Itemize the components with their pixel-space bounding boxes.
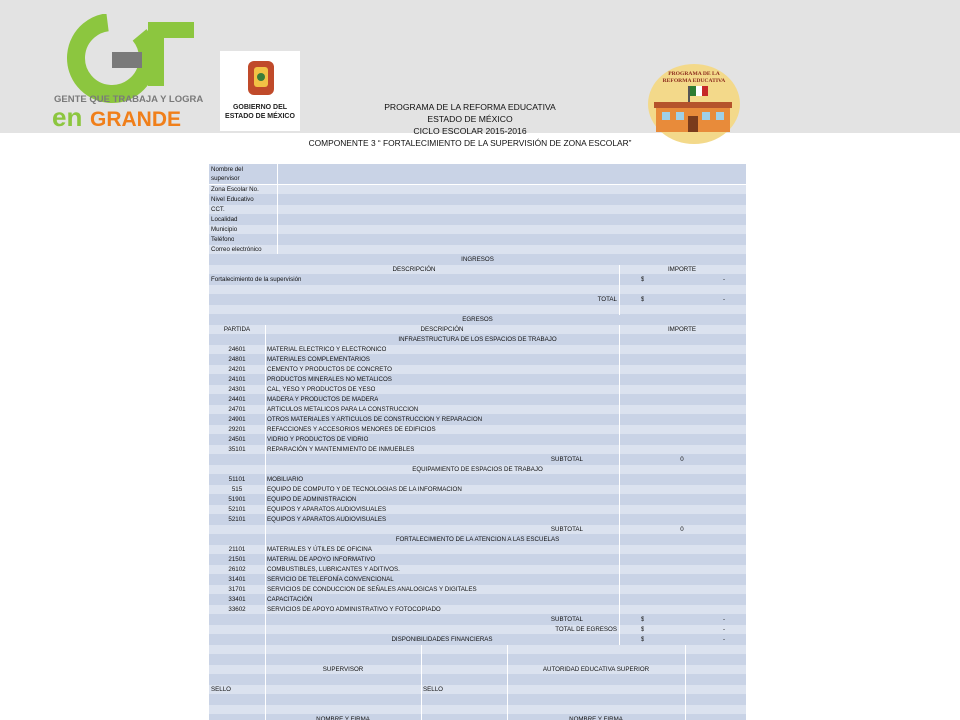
section-title: INFRAESTRUCTURA DE LOS ESPACIOS DE TRABAJO	[398, 336, 557, 343]
field-input[interactable]	[279, 225, 745, 234]
field-row	[209, 205, 746, 214]
subtotal-value: 0	[680, 526, 684, 533]
section-title-row	[209, 335, 746, 344]
subtotal-label: SUBTOTAL	[550, 526, 583, 533]
partida-desc: EQUIPOS Y APARATOS AUDIOVISUALES	[267, 516, 387, 523]
nombre-firma-label: NOMBRE Y FIRMA	[569, 716, 623, 720]
field-label: Nivel Educativo	[211, 196, 254, 203]
partida-code: 24401	[228, 396, 246, 403]
disponibilidades-label: DISPONIBILIDADES FINANCIERAS	[391, 636, 493, 643]
section-title: FORTALECIMIENTO DE LA ATENCION A LAS ESCUELAS	[395, 536, 560, 543]
partida-code: 29201	[228, 426, 246, 433]
slogan-line1: GENTE QUE TRABAJA Y LOGRA	[54, 94, 204, 105]
partida-code: 51901	[228, 496, 246, 503]
table-row	[209, 385, 746, 394]
field-label: supervisor	[211, 175, 240, 182]
partida-desc: MATERIAL ELECTRICO Y ELECTRONICO	[267, 346, 387, 353]
partida-code: 51101	[228, 476, 246, 483]
blank-row	[209, 305, 746, 314]
signature-title-row	[209, 665, 746, 674]
egresos-title-row	[209, 315, 746, 324]
ingresos-header-row	[209, 265, 746, 274]
field-input[interactable]	[279, 185, 745, 194]
partida-desc: EQUIPO DE ADMINISTRACION	[267, 496, 357, 503]
partida-code: 24501	[228, 436, 246, 443]
partida-desc: OTROS MATERIALES Y ARTICULOS DE CONSTRUCCION Y REPARACION	[267, 416, 483, 423]
partida-code: 52101	[228, 516, 246, 523]
title-line4: COMPONENTE 3 “ FORTALECIMIENTO DE LA SUPERVISIÓN DE ZONA ESCOLAR”	[308, 138, 632, 148]
amount-value: -	[723, 636, 726, 643]
section-title-row	[209, 465, 746, 474]
partida-desc: EQUIPOS Y APARATOS AUDIOVISUALES	[267, 506, 387, 513]
ingresos-title: INGRESOS	[461, 256, 494, 263]
title-line1: PROGRAMA DE LA REFORMA EDUCATIVA	[384, 102, 556, 112]
subtotal-label: SUBTOTAL	[550, 456, 583, 463]
partida-desc: ARTICULOS METALICOS PARA LA CONSTRUCCION	[267, 406, 419, 413]
table-row	[209, 575, 746, 584]
amount-value: -	[723, 626, 726, 633]
partida-desc: MATERIALES Y ÚTILES DE OFICINA	[267, 546, 372, 553]
field-label: Zona Escolar No.	[211, 186, 259, 193]
budget-form	[209, 164, 746, 720]
blank-row	[209, 695, 746, 704]
subtotal-label: SUBTOTAL	[550, 616, 583, 623]
nombre-firma-label: NOMBRE Y FIRMA	[316, 716, 370, 720]
field-label: Nombre del	[211, 166, 243, 173]
field-row	[209, 225, 746, 234]
table-row	[209, 555, 746, 564]
partida-desc: COMBUSTIBLES, LUBRICANTES Y ADITIVOS.	[267, 566, 400, 573]
partida-code: 52101	[228, 506, 246, 513]
partida-code: 24101	[228, 376, 246, 383]
total-label: TOTAL	[597, 296, 617, 303]
blank-row	[209, 285, 746, 294]
field-row	[209, 185, 746, 194]
gov-line2: ESTADO DE MÉXICO	[225, 113, 295, 120]
field-label: CCT.	[211, 206, 225, 213]
currency-symbol: $	[641, 616, 645, 623]
partida-desc: CEMENTO Y PRODUCTOS DE CONCRETO	[267, 366, 392, 373]
col-descripcion: DESCRIPCIÓN	[420, 326, 464, 333]
blank-row	[209, 675, 746, 684]
field-label: Correo electrónico	[211, 246, 262, 253]
field-row	[209, 195, 746, 204]
partida-desc: SERVICIOS DE CONDUCCION DE SEÑALES ANALOGICAS Y DIGITALES	[267, 586, 477, 593]
partida-code: 33602	[228, 606, 246, 613]
program-logo-line2: REFORMA EDUCATIVA	[662, 78, 726, 84]
partida-code: 21101	[228, 546, 246, 553]
partida-desc: MATERIAL DE APOYO INFORMATIVO	[267, 556, 376, 563]
ingresos-row	[209, 275, 746, 284]
partida-code: 24801	[228, 356, 246, 363]
subtotal-value: 0	[680, 456, 684, 463]
col-partida: PARTIDA	[223, 326, 251, 333]
amount-value: -	[723, 296, 726, 303]
autoridad-label: AUTORIDAD EDUCATIVA SUPERIOR	[542, 666, 650, 673]
blank-row	[209, 705, 746, 714]
field-label: Teléfono	[211, 236, 235, 243]
table-row	[209, 435, 746, 444]
table-row	[209, 475, 746, 484]
partida-code: 24201	[228, 366, 246, 373]
blank-row	[209, 655, 746, 664]
partida-code: 31701	[228, 586, 246, 593]
table-row	[209, 585, 746, 594]
document-title	[260, 101, 680, 149]
partida-desc: PRODUCTOS MINERALES NO METALICOS	[267, 376, 392, 383]
partida-desc: CAPACITACIÓN	[267, 596, 313, 603]
currency-symbol: $	[641, 636, 645, 643]
field-input[interactable]	[279, 235, 745, 244]
field-row	[209, 215, 746, 224]
program-logo-line1: PROGRAMA DE LA	[668, 71, 720, 77]
slogan-grande: GRANDE	[90, 108, 182, 131]
field-input[interactable]	[279, 205, 745, 214]
partida-desc: MATERIALES COMPLEMENTARIOS	[267, 356, 370, 363]
partida-desc: CAL, YESO Y PRODUCTOS DE YESO	[267, 386, 376, 393]
egresos-title: EGRESOS	[462, 316, 493, 323]
amount-value: -	[723, 276, 726, 283]
nombre-firma-row	[209, 715, 746, 720]
supervisor-label: SUPERVISOR	[322, 666, 364, 673]
table-row	[209, 595, 746, 604]
field-input[interactable]	[279, 195, 745, 204]
partida-desc: MOBILIARIO	[267, 476, 304, 483]
currency-symbol: $	[641, 626, 645, 633]
field-row	[209, 235, 746, 244]
partida-code: 24301	[228, 386, 246, 393]
partida-desc: SERVICIOS DE APOYO ADMINISTRATIVO Y FOTOCOPIADO	[267, 606, 441, 613]
table-row	[209, 375, 746, 384]
sello-label: SELLO	[423, 686, 443, 693]
field-row-supervisor	[209, 164, 746, 184]
col-importe: IMPORTE	[667, 326, 697, 333]
partida-desc: MADERA Y PRODUCTOS DE MADERA	[267, 396, 379, 403]
field-input[interactable]	[279, 164, 745, 184]
partida-code: 35101	[228, 446, 246, 453]
partida-desc: REFACCIONES Y ACCESORIOS MENORES DE EDIFICIOS	[267, 426, 436, 433]
table-row	[209, 365, 746, 374]
field-label: Localidad	[211, 216, 238, 223]
title-line2: ESTADO DE MÉXICO	[427, 114, 513, 124]
col-importe: IMPORTE	[667, 266, 697, 273]
partida-desc: EQUIPO DE COMPUTO Y DE TECNOLOGIAS DE LA INFORMACION	[267, 486, 462, 493]
sello-label: SELLO	[211, 686, 231, 693]
section-title-row	[209, 535, 746, 544]
currency-symbol: $	[641, 276, 645, 283]
partida-code: 24601	[228, 346, 246, 353]
partida-code: 515	[231, 486, 243, 493]
egresos-header-row	[209, 325, 746, 334]
table-row	[209, 485, 746, 494]
table-row	[209, 355, 746, 364]
field-input[interactable]	[279, 245, 745, 254]
ingresos-label: Fortalecimiento de la supervisión	[211, 276, 302, 283]
partida-desc: REPARACIÓN Y MANTENIMIENTO DE INMUEBLES	[267, 446, 415, 453]
col-descripcion: DESCRIPCIÓN	[392, 266, 436, 273]
total-egresos-label: TOTAL DE EGRESOS	[555, 626, 617, 633]
table-row	[209, 545, 746, 554]
section-title: EQUIPAMIENTO DE ESPACIOS DE TRABAJO	[412, 466, 543, 473]
table-row	[209, 405, 746, 414]
partida-desc: SERVICIO DE TELEFONÍA CONVENCIONAL	[267, 576, 394, 583]
amount-value: -	[723, 616, 726, 623]
gov-line1: GOBIERNO DEL	[232, 104, 288, 111]
subtotal-row	[209, 525, 746, 534]
table-row	[209, 605, 746, 614]
field-label: Municipio	[211, 226, 238, 233]
engrande-logo	[48, 14, 208, 132]
partida-desc: VIDRIO Y PRODUCTOS DE VIDRIO	[267, 436, 369, 443]
partida-code: 33401	[228, 596, 246, 603]
title-line3: CICLO ESCOLAR 2015-2016	[413, 126, 527, 136]
currency-symbol: $	[641, 296, 645, 303]
ingresos-title-row	[209, 255, 746, 264]
subtotal-row	[209, 455, 746, 464]
table-row	[209, 445, 746, 454]
ingresos-total-row	[209, 295, 746, 304]
blank-row	[209, 645, 746, 654]
table-row	[209, 495, 746, 504]
field-input[interactable]	[279, 215, 745, 224]
table-row	[209, 565, 746, 574]
slogan-en: en	[52, 102, 83, 132]
total-egresos-row	[209, 625, 746, 634]
partida-code: 24701	[228, 406, 246, 413]
table-row	[209, 395, 746, 404]
partida-code: 21501	[228, 556, 246, 563]
partida-code: 26102	[228, 566, 246, 573]
table-row	[209, 515, 746, 524]
field-row	[209, 245, 746, 254]
table-row	[209, 415, 746, 424]
partida-code: 31401	[228, 576, 246, 583]
sello-row	[209, 685, 746, 694]
table-row	[209, 425, 746, 434]
table-row	[209, 505, 746, 514]
partida-code: 24901	[228, 416, 246, 423]
disponibilidades-row	[209, 635, 746, 644]
table-row	[209, 345, 746, 354]
subtotal-row	[209, 615, 746, 624]
